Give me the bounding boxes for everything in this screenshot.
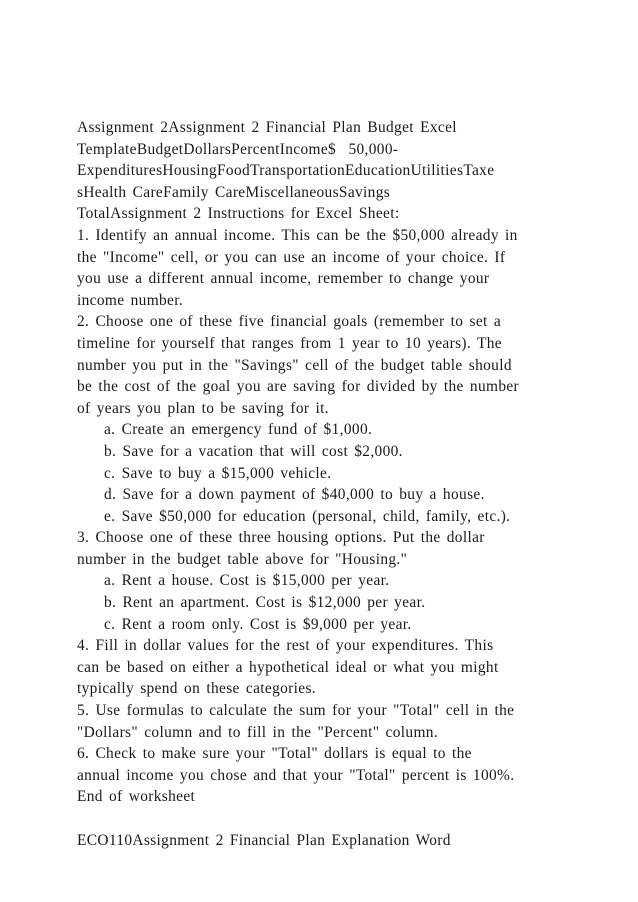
text-line: Assignment 2Assignment 2 Financial Plan Budget Excel <box>77 119 457 136</box>
text-line: "Dollars" column and to fill in the "Percent" column. <box>77 723 439 741</box>
text-line: ExpendituresHousingFoodTransportationEducationUtilitiesTaxe <box>77 162 495 180</box>
text-line: number you put in the "Savings" cell of the budget table should <box>77 356 512 374</box>
text-line: you use a different annual income, remember to change your <box>77 270 490 288</box>
list-item: b. Rent an apartment. Cost is $12,000 per year. <box>104 594 426 612</box>
text-line: the "Income" cell, or you can use an income of your choice. If <box>77 248 506 266</box>
text-line: 2. Choose one of these five financial goals (remember to set a <box>77 313 502 331</box>
text-line: sHealth CareFamily CareMiscellaneousSavings <box>77 183 391 201</box>
text-line: timeline for yourself that ranges from 1 year to 10 years). The <box>77 334 502 352</box>
text-line: of years you plan to be saving for it. <box>77 399 329 417</box>
text-line: TemplateBudgetDollarsPercentIncome$ 50,000- <box>77 140 399 158</box>
list-item: e. Save $50,000 for education (personal, child, family, etc.). <box>104 507 511 525</box>
text-line: 5. Use formulas to calculate the sum for your "Total" cell in the <box>77 702 515 720</box>
list-item: a. Rent a house. Cost is $15,000 per year. <box>104 572 390 590</box>
text-line: 6. Check to make sure your "Total" dollars is equal to the <box>77 745 472 763</box>
list-item: d. Save for a down payment of $40,000 to buy a house. <box>104 486 485 504</box>
text-line: income number. <box>77 291 184 309</box>
document-text <box>77 117 577 851</box>
text-line: 3. Choose one of these three housing options. Put the dollar <box>77 529 485 547</box>
text-line: number in the budget table above for "Housing." <box>77 550 408 568</box>
text-line: 1. Identify an annual income. This can be the $50,000 already in <box>77 226 518 244</box>
text-line: annual income you chose and that your "Total" percent is 100%. <box>77 766 515 784</box>
text-line: typically spend on these categories. <box>77 680 316 698</box>
text-line: ECO110Assignment 2 Financial Plan Explanation Word <box>77 831 451 849</box>
text-line: 4. Fill in dollar values for the rest of your expenditures. This <box>77 637 494 655</box>
blank-line <box>77 808 577 830</box>
text-line: be the cost of the goal you are saving for divided by the number <box>77 378 520 396</box>
text-line: End of worksheet <box>77 788 196 806</box>
text-line: can be based on either a hypothetical ideal or what you might <box>77 658 499 676</box>
list-item: a. Create an emergency fund of $1,000. <box>104 421 373 439</box>
text-line: TotalAssignment 2 Instructions for Excel Sheet: <box>77 205 400 223</box>
list-item: c. Rent a room only. Cost is $9,000 per year. <box>104 615 412 633</box>
list-item: c. Save to buy a $15,000 vehicle. <box>104 464 332 482</box>
list-item: b. Save for a vacation that will cost $2,000. <box>104 442 403 460</box>
